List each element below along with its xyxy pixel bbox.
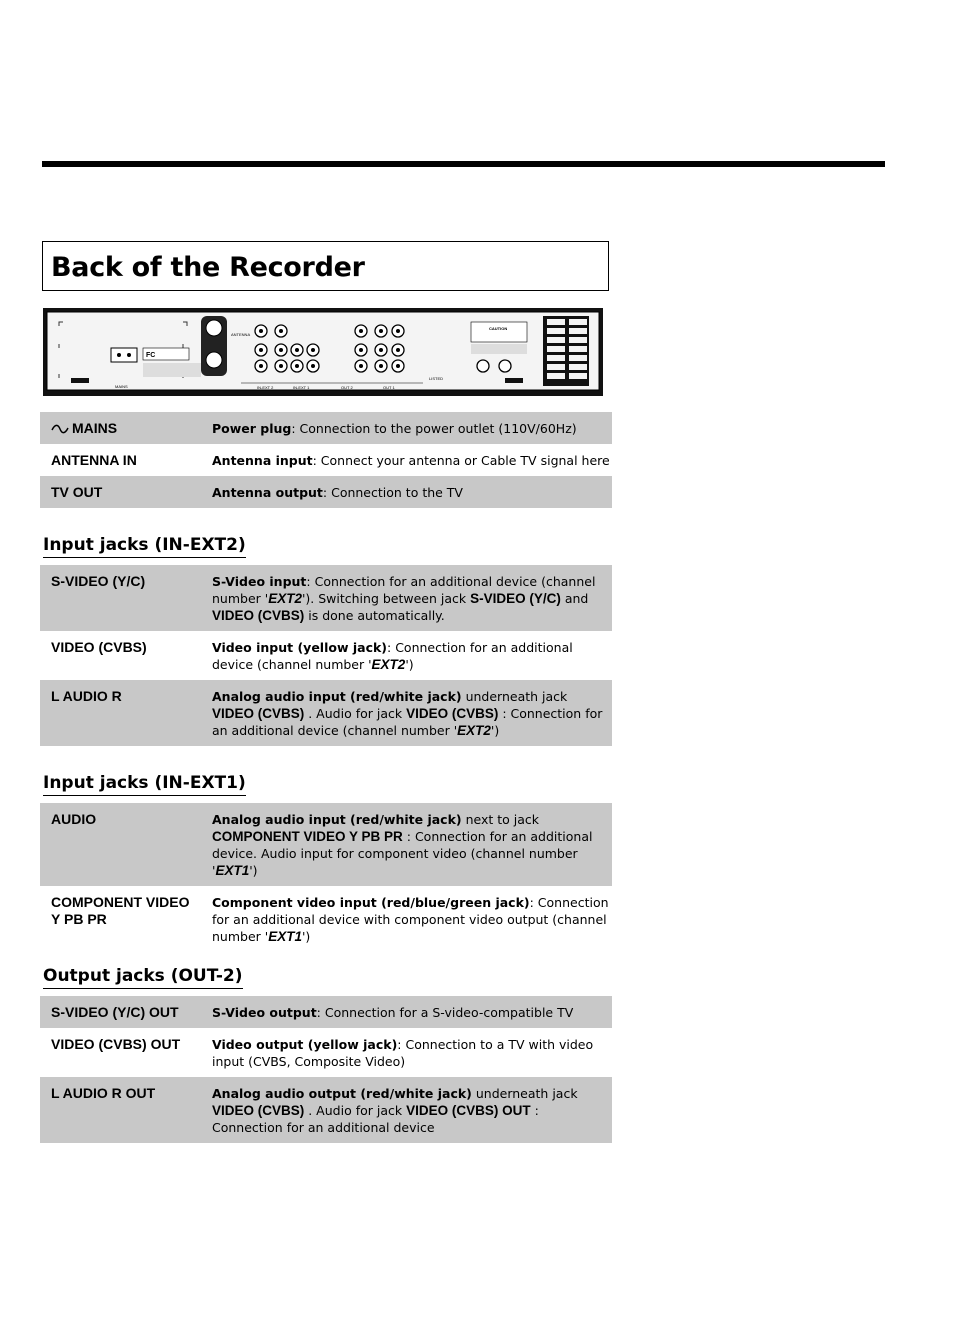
row-description bbox=[198, 886, 612, 952]
row-term: S-Video output bbox=[212, 1005, 317, 1020]
table-row bbox=[40, 1028, 612, 1077]
row-description bbox=[198, 631, 612, 680]
table-row bbox=[40, 996, 612, 1028]
row-text: : Connection to a TV with video input (CVBS, Composite Video) bbox=[212, 1037, 594, 1069]
channel-name: EXT1 bbox=[215, 863, 250, 878]
jack-name: VIDEO (CVBS) bbox=[212, 1103, 305, 1118]
row-text: : Connection for an additional device. Audio input for component video (channel number ' bbox=[212, 829, 593, 878]
table-row bbox=[40, 680, 612, 746]
row-key: L AUDIO R OUT bbox=[51, 1085, 156, 1101]
recorder-back-panel-illustration bbox=[43, 308, 603, 396]
table-row bbox=[40, 444, 612, 476]
row-text: : Connection for an additional device (channel number ' bbox=[212, 706, 603, 738]
row-key: S-VIDEO (Y/C) bbox=[51, 573, 146, 589]
row-text: is done automatically. bbox=[304, 608, 445, 623]
row-text: . Audio for jack bbox=[304, 1103, 407, 1118]
table-row bbox=[40, 803, 612, 886]
jack-name: COMPONENT VIDEO Y PB PR bbox=[212, 829, 403, 844]
device-in-ext1-label: IN-EXT 1 bbox=[293, 385, 310, 390]
row-term: Analog audio input (red/white jack) bbox=[212, 812, 462, 827]
row-text: and bbox=[560, 591, 589, 606]
row-description: : Connection to the TV bbox=[322, 485, 463, 500]
section-heading-in-ext2: Input jacks (IN-EXT2) bbox=[43, 535, 246, 558]
row-description bbox=[198, 1077, 612, 1143]
row-term: Analog audio output (red/white jack) bbox=[212, 1086, 472, 1101]
device-mains-label: MAINS bbox=[115, 384, 128, 389]
title-box bbox=[42, 241, 609, 291]
device-out1-label: OUT 1 bbox=[383, 385, 395, 390]
device-listed-label: LISTED bbox=[429, 376, 444, 381]
row-description bbox=[198, 996, 612, 1028]
row-key: VIDEO (CVBS) OUT bbox=[51, 1036, 181, 1052]
jack-name: VIDEO (CVBS) OUT bbox=[406, 1103, 531, 1118]
device-antenna-label: ANTENNA bbox=[231, 332, 251, 337]
in-ext1-table bbox=[40, 803, 612, 952]
row-key: L AUDIO R bbox=[51, 688, 122, 704]
row-term: Video output (yellow jack) bbox=[212, 1037, 398, 1052]
row-term: Antenna input bbox=[212, 453, 313, 468]
out2-table bbox=[40, 996, 612, 1143]
row-text: ') bbox=[249, 863, 258, 878]
channel-name: EXT2 bbox=[457, 723, 491, 738]
row-text: . Audio for jack bbox=[304, 706, 407, 721]
row-text: underneath jack bbox=[471, 1086, 578, 1101]
in-ext2-table bbox=[40, 565, 612, 746]
row-term: Video input (yellow jack) bbox=[212, 640, 388, 655]
top-rule bbox=[42, 161, 885, 167]
svg-text:FC: FC bbox=[146, 352, 156, 359]
row-description: : Connection to the power outlet (110V/60Hz) bbox=[291, 421, 577, 436]
table-row bbox=[40, 476, 612, 508]
device-caution-label: CAUTION bbox=[489, 326, 508, 331]
table-row bbox=[40, 412, 612, 444]
section-heading-in-ext1: Input jacks (IN-EXT1) bbox=[43, 773, 246, 796]
row-text: : Connection for a S-video-compatible TV bbox=[316, 1005, 574, 1020]
row-text: next to jack bbox=[461, 812, 540, 827]
jack-name: VIDEO (CVBS) bbox=[212, 608, 305, 623]
row-text: ') bbox=[405, 657, 414, 672]
row-key: ANTENNA IN bbox=[51, 452, 137, 468]
jack-name: VIDEO (CVBS) bbox=[212, 706, 305, 721]
row-description bbox=[198, 565, 612, 631]
table-row bbox=[40, 886, 612, 952]
row-term: Antenna output bbox=[212, 485, 323, 500]
row-text: underneath jack bbox=[461, 689, 568, 704]
table-row bbox=[40, 631, 612, 680]
row-description bbox=[198, 680, 612, 746]
row-text: ') bbox=[301, 929, 311, 944]
ac-wave-icon bbox=[51, 424, 69, 434]
power-antenna-table bbox=[40, 412, 612, 508]
row-key: S-VIDEO (Y/C) OUT bbox=[51, 1004, 179, 1020]
row-text: : Connection for an additional device with component video output (channel number ' bbox=[212, 895, 609, 944]
row-term: Component video input (red/blue/green jack) bbox=[212, 895, 530, 910]
channel-name: EXT1 bbox=[268, 929, 302, 944]
row-term: Analog audio input (red/white jack) bbox=[212, 689, 462, 704]
row-key: TV OUT bbox=[51, 484, 103, 500]
row-key: MAINS bbox=[72, 420, 118, 436]
row-key: VIDEO (CVBS) bbox=[51, 639, 147, 655]
row-text: '). Switching between jack bbox=[301, 591, 471, 606]
row-text: : Connection for an additional device bbox=[212, 1103, 539, 1135]
section-heading-out2: Output jacks (OUT-2) bbox=[43, 966, 243, 989]
row-text: : Connection for an additional device (channel number ' bbox=[212, 640, 573, 672]
row-term: Power plug bbox=[212, 421, 292, 436]
row-key: AUDIO bbox=[51, 811, 97, 827]
jack-name: VIDEO (CVBS) bbox=[406, 706, 499, 721]
table-row bbox=[40, 565, 612, 631]
table-row bbox=[40, 1077, 612, 1143]
page-title: Back of the Recorder bbox=[51, 252, 365, 283]
channel-name: EXT2 bbox=[268, 591, 302, 606]
row-description: : Connect your antenna or Cable TV signal here bbox=[312, 453, 610, 468]
row-description bbox=[198, 1028, 612, 1077]
row-key: COMPONENT VIDEO Y PB PR bbox=[51, 894, 190, 927]
row-description bbox=[198, 803, 612, 886]
device-out2-label: OUT 2 bbox=[341, 385, 353, 390]
channel-name: EXT2 bbox=[371, 657, 406, 672]
jack-name: S-VIDEO (Y/C) bbox=[470, 591, 561, 606]
device-in-ext2-label: IN-EXT 2 bbox=[257, 385, 274, 390]
row-text: ') bbox=[490, 723, 500, 738]
row-term: S-Video input bbox=[212, 574, 307, 589]
row-text: : Connection for an additional device (channel number ' bbox=[212, 574, 596, 606]
